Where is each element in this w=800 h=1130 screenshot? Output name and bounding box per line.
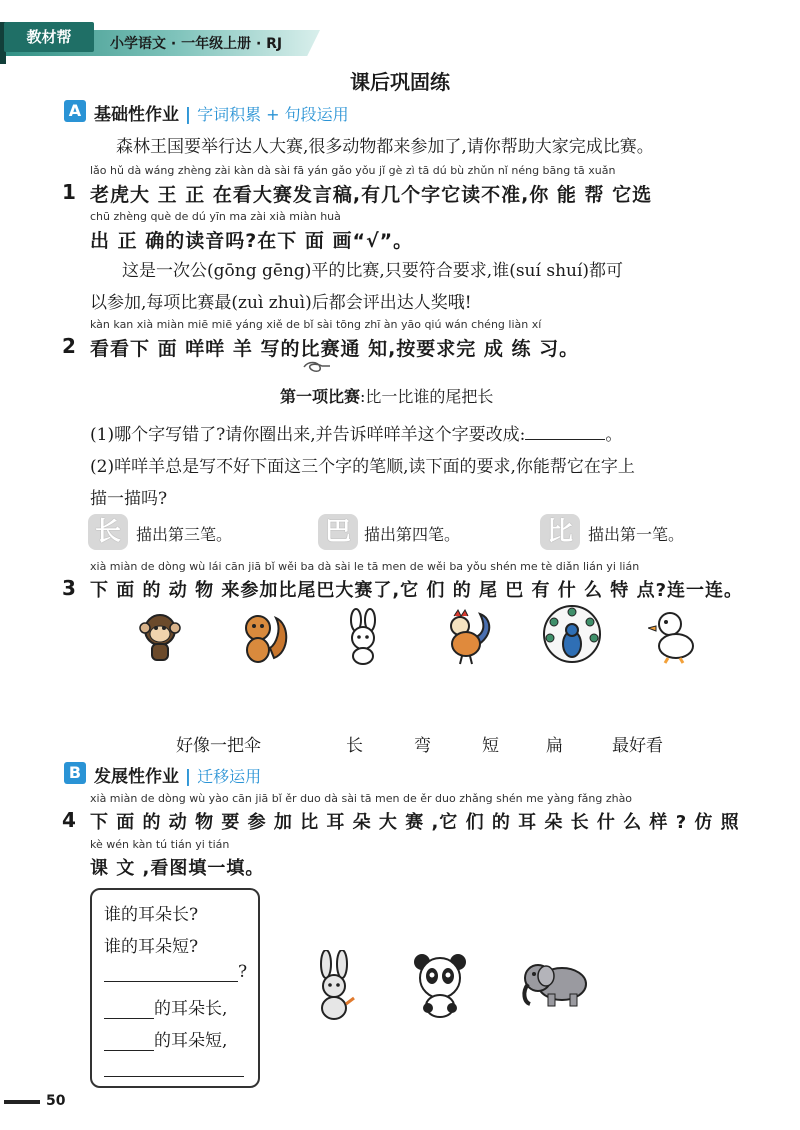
box-long-suffix: 的耳朵长, [154,999,228,1019]
q2-sub1-end: 。 [605,425,623,445]
contest-title [280,384,493,407]
answer-blank[interactable] [104,1058,244,1077]
answer-blank[interactable] [104,1000,154,1019]
q4-line-1: 下 面 的 动 物 要 参 加 比 耳 朵 大 赛 ,它 们 的 耳 朵 长 什 么 样 ? 仿 照 [90,812,740,833]
duck-icon[interactable] [648,606,698,664]
header-badge: 教材帮 [4,22,94,52]
q2-sub1 [90,420,622,445]
match-word[interactable]: 好像一把伞 [176,736,261,756]
section-a-sub: 字词积累 + 句段运用 [197,105,349,124]
match-word[interactable]: 短 [482,736,499,756]
panda-icon[interactable] [410,950,470,1018]
header-subtitle: 小学语文 · 一年级上册 · RJ [110,36,283,52]
page-number: 50 [46,1093,66,1109]
contest-title-rest: :比一比谁的尾把长 [360,387,494,406]
trace-instruction: 描出第三笔。 [136,525,233,544]
answer-blank[interactable] [104,1032,154,1051]
box-long-row [104,994,227,1019]
trace-instruction: 描出第四笔。 [364,525,461,544]
q4-line-2: 课 文 ,看图填一填。 [90,858,265,879]
squirrel-icon[interactable] [232,606,292,666]
q2-pinyin: kàn kan xià miàn miē miē yáng xiě de bǐ sài tōng zhī àn yāo qiú wán chéng liàn xí [90,318,542,331]
rabbit-icon[interactable] [310,950,360,1022]
contest-title-bold: 第一项比赛 [280,387,361,406]
rabbit-icon[interactable] [338,608,388,666]
q2-sub2-b: 描一描吗? [90,489,168,509]
page-title: 课后巩固练 [350,70,450,94]
q4-pinyin-1: xià miàn de dòng wù yào cān jiā bǐ ěr duo dà sài tā men de ěr duo zhǎng shén me yàng fǎng zhào [90,792,633,805]
box-q-short: 谁的耳朵短? [104,937,199,957]
q3-line: 下 面 的 动 物 来参加比尾巴大赛了,它 们 的 尾 巴 有 什 么 特 点?连一连。 [90,580,744,601]
q4-number: 4 [62,808,76,832]
section-b-heading [94,762,261,787]
box-q-long: 谁的耳朵长? [104,905,199,925]
match-word[interactable]: 弯 [414,736,431,756]
q1-line-2: 出 正 确的读音吗?在下 面 画“√”。 [90,230,414,252]
page-number-rule [4,1100,40,1104]
section-b-letter: B [64,762,86,784]
box-answer-row [104,962,247,982]
box-short-suffix: 的耳朵短, [154,1031,228,1051]
q2-line: 看看下 面 咩咩 羊 写的比赛通 知,按要求完 成 练 习。 [90,338,580,360]
match-word[interactable]: 最好看 [612,736,663,756]
intro-text: 森林王国要举行达人大赛,很多动物都来参加了,请你帮助大家完成比赛。 [116,137,654,157]
trace-char-box[interactable]: 巴 [318,514,358,550]
trace-char-box[interactable]: 长 [88,514,128,550]
match-word[interactable]: 长 [346,736,363,756]
q1-passage-2: 以参加,每项比赛最(zuì zhuì)后都会评出达人奖哦! [90,293,472,313]
q3-pinyin: xià miàn de dòng wù lái cān jiā bǐ wěi ba dà sài le tā men de wěi ba yǒu shén me tè diǎn lián yi lián [90,560,640,573]
q2-sub2-a: (2)咩咩羊总是写不好下面这三个字的笔顺,读下面的要求,你能帮它在字上 [90,457,635,477]
section-a-label: 基础性作业 [94,105,179,125]
q2-sub1-blank[interactable] [525,425,605,440]
q4-pinyin-2: kè wén kàn tú tián yi tián [90,838,230,851]
section-b-sub: 迁移运用 [197,767,262,786]
box-last-row [104,1058,244,1077]
q1-passage-1: 这是一次公(gōng gēng)平的比赛,只要符合要求,谁(suí shuí)都可 [122,261,624,281]
trace-char-box[interactable]: 比 [540,514,580,550]
box-short-row [104,1026,227,1051]
q1-pinyin-2: chū zhèng què de dú yīn ma zài xià miàn huà [90,210,341,223]
section-a-sep: | [184,105,192,125]
q1-number: 1 [62,180,76,204]
section-b-sep: | [184,767,192,787]
section-a-letter: A [64,100,86,122]
rooster-icon[interactable] [440,606,496,666]
q2-number: 2 [62,334,76,358]
q1-line-1: 老虎大 王 正 在看大赛发言稿,有几个字它读不准,你 能 帮 它选 [90,184,653,206]
box-qmark: ? [238,962,248,982]
elephant-icon[interactable] [518,958,590,1010]
q2-sub1-text: (1)哪个字写错了?请你圈出来,并告诉咩咩羊这个字要改成: [90,425,526,445]
section-b-label: 发展性作业 [94,767,179,787]
answer-blank[interactable] [104,963,238,982]
monkey-icon[interactable] [130,606,190,666]
match-word[interactable]: 扁 [546,736,563,756]
trace-instruction: 描出第一笔。 [588,525,685,544]
section-a-heading [94,100,349,125]
q3-number: 3 [62,576,76,600]
q1-pinyin-1: lǎo hǔ dà wáng zhèng zài kàn dà sài fā yán gǎo yǒu jǐ gè zì tā dú bù zhǔn nǐ néng bāng tā xuǎn [90,164,616,177]
peacock-icon[interactable] [540,604,604,668]
swirl-icon [300,360,334,374]
